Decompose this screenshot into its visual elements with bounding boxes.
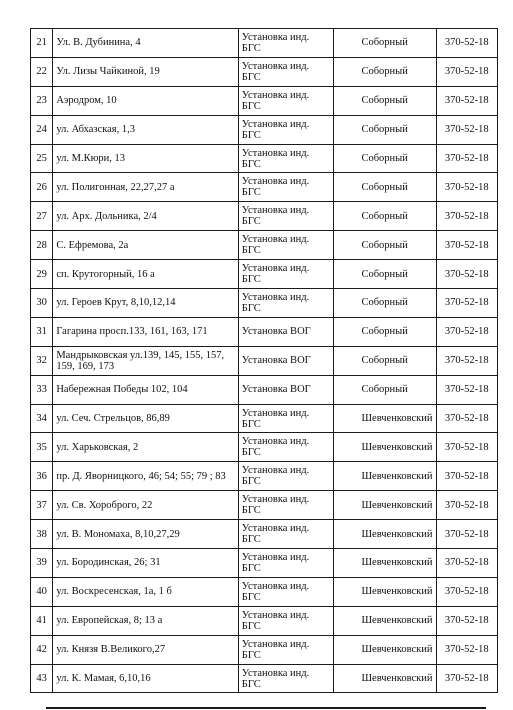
work-type-cell: Установка инд. БГС <box>238 202 333 231</box>
address-cell: ул. Св. Хороброго, 22 <box>53 491 238 520</box>
work-type-cell: Установка инд. БГС <box>238 433 333 462</box>
phone-cell: 370-52-18 <box>436 433 497 462</box>
row-number-cell: 21 <box>31 29 53 58</box>
row-number-cell: 42 <box>31 635 53 664</box>
work-type-cell: Установка инд. БГС <box>238 491 333 520</box>
phone-cell: 370-52-18 <box>436 404 497 433</box>
row-number-cell: 39 <box>31 549 53 578</box>
table-row <box>31 317 498 346</box>
row-number-cell: 40 <box>31 577 53 606</box>
work-type-cell: Установка инд. БГС <box>238 462 333 491</box>
phone-cell: 370-52-18 <box>436 491 497 520</box>
table-row <box>31 606 498 635</box>
district-cell: Соборный <box>333 173 436 202</box>
row-number-cell: 27 <box>31 202 53 231</box>
district-cell: Соборный <box>333 144 436 173</box>
work-type-cell: Установка инд. БГС <box>238 57 333 86</box>
work-type-cell: Установка ВОГ <box>238 375 333 404</box>
work-type-cell: Установка инд. БГС <box>238 635 333 664</box>
row-number-cell: 34 <box>31 404 53 433</box>
row-number-cell: 36 <box>31 462 53 491</box>
work-type-cell: Установка инд. БГС <box>238 404 333 433</box>
work-type-cell: Установка инд. БГС <box>238 173 333 202</box>
district-cell: Соборный <box>333 375 436 404</box>
work-type-cell: Установка инд. БГС <box>238 577 333 606</box>
address-cell: Набережная Победы 102, 104 <box>53 375 238 404</box>
district-cell: Соборный <box>333 29 436 58</box>
phone-cell: 370-52-18 <box>436 577 497 606</box>
phone-cell: 370-52-18 <box>436 202 497 231</box>
address-cell: ул. Харьковская, 2 <box>53 433 238 462</box>
address-cell: Ул. В. Дубинина, 4 <box>53 29 238 58</box>
phone-cell: 370-52-18 <box>436 231 497 260</box>
row-number-cell: 32 <box>31 346 53 375</box>
work-type-cell: Установка инд. БГС <box>238 260 333 289</box>
district-cell: Шевченковский <box>333 549 436 578</box>
address-cell: Гагарина просп.133, 161, 163, 171 <box>53 317 238 346</box>
row-number-cell: 23 <box>31 86 53 115</box>
row-number-cell: 25 <box>31 144 53 173</box>
phone-cell: 370-52-18 <box>436 346 497 375</box>
table-row <box>31 433 498 462</box>
phone-cell: 370-52-18 <box>436 549 497 578</box>
table-row <box>31 462 498 491</box>
address-cell: ул. Воскресенская, 1а, 1 б <box>53 577 238 606</box>
phone-cell: 370-52-18 <box>436 144 497 173</box>
table-row <box>31 173 498 202</box>
address-cell: ул. Европейская, 8; 13 а <box>53 606 238 635</box>
district-cell: Соборный <box>333 317 436 346</box>
row-number-cell: 38 <box>31 520 53 549</box>
phone-cell: 370-52-18 <box>436 29 497 58</box>
work-type-cell: Установка инд. БГС <box>238 144 333 173</box>
work-type-cell: Установка ВОГ <box>238 346 333 375</box>
table-row <box>31 404 498 433</box>
address-table-body <box>31 29 498 693</box>
row-number-cell: 33 <box>31 375 53 404</box>
address-cell: С. Ефремова, 2а <box>53 231 238 260</box>
district-cell: Соборный <box>333 346 436 375</box>
table-row <box>31 86 498 115</box>
phone-cell: 370-52-18 <box>436 375 497 404</box>
row-number-cell: 22 <box>31 57 53 86</box>
address-cell: ул. Героев Крут, 8,10,12,14 <box>53 289 238 318</box>
phone-cell: 370-52-18 <box>436 635 497 664</box>
phone-cell: 370-52-18 <box>436 664 497 693</box>
row-number-cell: 28 <box>31 231 53 260</box>
table-row <box>31 202 498 231</box>
row-number-cell: 26 <box>31 173 53 202</box>
district-cell: Соборный <box>333 289 436 318</box>
row-number-cell: 31 <box>31 317 53 346</box>
table-row <box>31 57 498 86</box>
district-cell: Шевченковский <box>333 520 436 549</box>
district-cell: Шевченковский <box>333 404 436 433</box>
phone-cell: 370-52-18 <box>436 462 497 491</box>
phone-cell: 370-52-18 <box>436 57 497 86</box>
district-cell: Шевченковский <box>333 462 436 491</box>
district-cell: Соборный <box>333 202 436 231</box>
table-row <box>31 375 498 404</box>
address-cell: ул. М.Кюри, 13 <box>53 144 238 173</box>
address-cell: Мандрыковская ул.139, 145, 155, 157, 159, 169, 173 <box>53 346 238 375</box>
table-row <box>31 577 498 606</box>
district-cell: Шевченковский <box>333 606 436 635</box>
work-type-cell: Установка инд. БГС <box>238 115 333 144</box>
work-type-cell: Установка инд. БГС <box>238 549 333 578</box>
table-row <box>31 115 498 144</box>
work-type-cell: Установка инд. БГС <box>238 231 333 260</box>
district-cell: Соборный <box>333 231 436 260</box>
row-number-cell: 43 <box>31 664 53 693</box>
table-row <box>31 346 498 375</box>
phone-cell: 370-52-18 <box>436 173 497 202</box>
address-cell: Ул. Лизы Чайкиной, 19 <box>53 57 238 86</box>
table-row <box>31 289 498 318</box>
address-cell: ул. Абхазская, 1,3 <box>53 115 238 144</box>
work-type-cell: Установка инд. БГС <box>238 289 333 318</box>
district-cell: Соборный <box>333 86 436 115</box>
row-number-cell: 37 <box>31 491 53 520</box>
work-type-cell: Установка инд. БГС <box>238 520 333 549</box>
table-row <box>31 144 498 173</box>
table-row <box>31 260 498 289</box>
phone-cell: 370-52-18 <box>436 520 497 549</box>
district-cell: Шевченковский <box>333 635 436 664</box>
phone-cell: 370-52-18 <box>436 606 497 635</box>
address-cell: ул. Арх. Дольника, 2/4 <box>53 202 238 231</box>
table-row <box>31 29 498 58</box>
address-cell: ул. Князя В.Великого,27 <box>53 635 238 664</box>
address-cell: сп. Крутогорный, 16 а <box>53 260 238 289</box>
page-bottom-rule <box>46 707 486 709</box>
table-row <box>31 635 498 664</box>
row-number-cell: 24 <box>31 115 53 144</box>
table-row <box>31 549 498 578</box>
row-number-cell: 29 <box>31 260 53 289</box>
work-type-cell: Установка ВОГ <box>238 317 333 346</box>
phone-cell: 370-52-18 <box>436 115 497 144</box>
work-type-cell: Установка инд. БГС <box>238 86 333 115</box>
address-cell: Аэродром, 10 <box>53 86 238 115</box>
table-row <box>31 664 498 693</box>
work-type-cell: Установка инд. БГС <box>238 29 333 58</box>
address-cell: ул. Сеч. Стрельцов, 86,89 <box>53 404 238 433</box>
district-cell: Шевченковский <box>333 664 436 693</box>
table-row <box>31 520 498 549</box>
row-number-cell: 41 <box>31 606 53 635</box>
work-type-cell: Установка инд. БГС <box>238 606 333 635</box>
district-cell: Шевченковский <box>333 433 436 462</box>
table-row <box>31 231 498 260</box>
district-cell: Соборный <box>333 115 436 144</box>
work-type-cell: Установка инд. БГС <box>238 664 333 693</box>
row-number-cell: 30 <box>31 289 53 318</box>
district-cell: Соборный <box>333 57 436 86</box>
phone-cell: 370-52-18 <box>436 86 497 115</box>
row-number-cell: 35 <box>31 433 53 462</box>
district-cell: Шевченковский <box>333 491 436 520</box>
district-cell: Шевченковский <box>333 577 436 606</box>
address-cell: пр. Д. Яворницкого, 46; 54; 55; 79 ; 83 <box>53 462 238 491</box>
table-row <box>31 491 498 520</box>
address-cell: ул. К. Мамая, 6,10,16 <box>53 664 238 693</box>
address-cell: ул. Бородинская, 26; 31 <box>53 549 238 578</box>
address-cell: ул. Полигонная, 22,27,27 а <box>53 173 238 202</box>
phone-cell: 370-52-18 <box>436 260 497 289</box>
address-table <box>30 28 498 693</box>
district-cell: Соборный <box>333 260 436 289</box>
phone-cell: 370-52-18 <box>436 289 497 318</box>
phone-cell: 370-52-18 <box>436 317 497 346</box>
address-cell: ул. В. Мономаха, 8,10,27,29 <box>53 520 238 549</box>
